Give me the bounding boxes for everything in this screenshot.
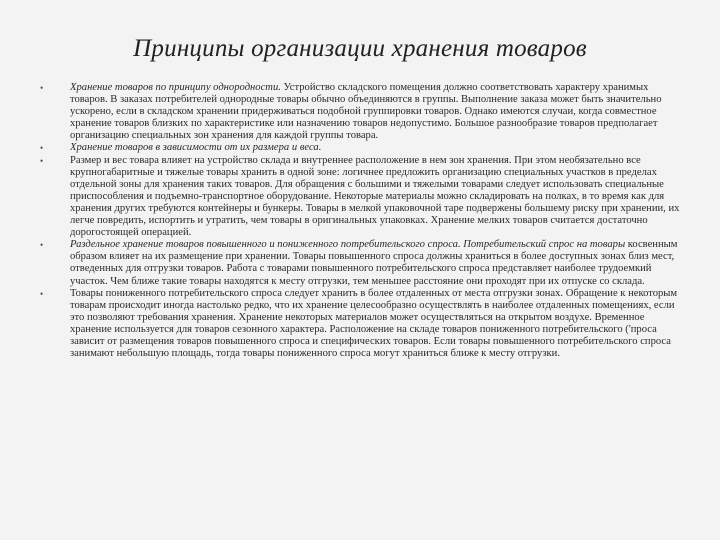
slide-title: Принципы организации хранения товаров bbox=[133, 35, 587, 62]
item-text: Устройство складского помещения должно соответствовать характеру хранимых товаров. В заказах потребителей однородные товары обычно объединяются в группы. Выполнение заказа может быть значительно ускорено, если в складском хранении придерживаться подобной группировки товаров. Однако имеются случаи, когда совместное хранение товаров близких по характеристике или назначению товаров недопустимо. Большое разнообразие товаров предполагает организацию специальных зон хранения для каждой группы товара. bbox=[70, 82, 662, 142]
bullet-icon: • bbox=[40, 288, 44, 299]
item-lead: Хранение товаров в зависимости от их размера и веса. bbox=[70, 142, 322, 154]
bullet-icon: • bbox=[40, 143, 44, 154]
list-item bbox=[40, 239, 680, 287]
item-text: косвенным образом влияет на их размещение при хранении. Товары повышенного спроса должны храниться в более доступных зонах близ мест, отведенных для отгрузки товаров. Работа с товарами повышенного потребительского спроса представляет наиболее трудоемкий участок. Чем ближе такие товары находятся к месту отгрузки, тем меньшее расстояние они проходят при их отпуске со склада. bbox=[70, 239, 678, 287]
item-lead: Хранение товаров по принципу однородности. bbox=[70, 82, 281, 93]
bullet-list bbox=[40, 82, 680, 360]
bullet-icon: • bbox=[40, 240, 44, 251]
bullet-icon: • bbox=[40, 83, 44, 93]
list-item bbox=[40, 155, 680, 240]
item-text: Размер и вес товара влияет на устройство склада и внутреннее расположение в нем зон хранения. При этом необязательно все крупногабаритные и тяжелые товары хранить в одной зоне: логичнее предложить организацию специальных участков в пределах отдельной зоны для хранения таких товаров. Для обращения с большими и тяжелыми товарами следует использовать специальные приспособления и подъемно-транспортное оборудование. Некоторые материалы можно складировать на полках, в то время как для хранения других требуются контейнеры и бункеры. Товары в мелкой упаковочной таре подвержены большему риску при хранении, их легче повредить, испортить и утратить, чем товары в оригинальных упаковках. Хранение мелких товаров считается достаточно дорогостоящей операцией. bbox=[70, 154, 680, 239]
item-lead: Раздельное хранение товаров повышенного и пониженного потребительского спроса. Потребительский спрос на товары bbox=[70, 239, 626, 251]
bullet-icon: • bbox=[40, 155, 44, 166]
list-item bbox=[40, 82, 680, 142]
list-item bbox=[40, 288, 680, 361]
item-text: Товары пониженного потребительского спроса следует хранить в более отдаленных от места отгрузки зонах. Обращение к некоторым товарам происходит иногда настолько редко, что их хранение целесообразно осуществлять в наиболее отдаленных помещениях, если это позволяют требования хранения. Хранение некоторых материалов может осуществляться на открытом воздухе. Временное хранение используется для товаров сезонного характера. Расположение на складе товаров пониженного потребительского ('проса зависит от размещения товаров повышенного спроса и специфических товаров. Если товары повышенного потребительского спроса занимают небольшую площадь, тогда товары пониженного спроса могут храниться ближе к месту отгрузки. bbox=[70, 287, 678, 360]
list-item bbox=[40, 142, 680, 154]
